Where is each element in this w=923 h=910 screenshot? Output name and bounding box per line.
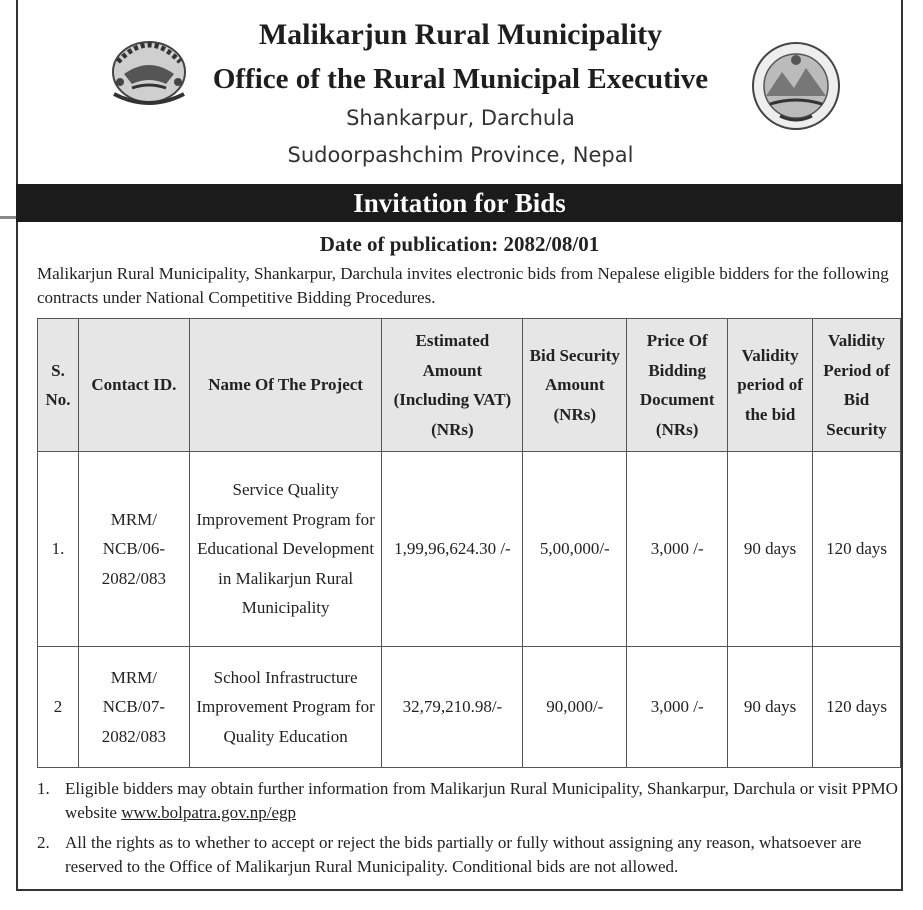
cell-estimated-amount: 32,79,210.98/- [382, 647, 523, 768]
notes-list [37, 777, 903, 885]
cell-validity-security: 120 days [813, 647, 901, 768]
table-row [38, 452, 901, 647]
bids-table [37, 318, 901, 768]
header-validity-bid: Validity period of the bid [728, 319, 813, 452]
publication-date: Date of publication: 2082/08/01 [319, 232, 600, 256]
office-subtitle: Office of the Rural Municipal Executive [212, 63, 709, 95]
address-line-1: Shankarpur, Darchula [346, 106, 575, 130]
cell-project-name: School Infrastructure Improvement Program for Quality Education [189, 647, 382, 768]
cell-document-price: 3,000 /- [627, 452, 728, 647]
cell-document-price: 3,000 /- [627, 647, 728, 768]
ppmo-website-link[interactable]: www.bolpatra.gov.np/egp [121, 803, 297, 822]
list-item [37, 831, 903, 879]
header-validity-security: Validity Period of Bid Security [813, 319, 901, 452]
cell-estimated-amount: 1,99,96,624.30 /- [382, 452, 523, 647]
note-number: 2. [37, 833, 50, 852]
list-item [37, 777, 903, 825]
note-text: All the rights as to whether to accept or reject the bids partially or fully without assigning any reason, whatsoever are reserved to the Office of Malikarjun Rural Municipality. Conditional bids are not allowed. [65, 833, 862, 876]
header-contract-id: Contact ID. [78, 319, 189, 452]
cell-validity-bid: 90 days [728, 647, 813, 768]
invitation-banner: Invitation for Bids [16, 184, 903, 222]
cell-contract-id: MRM/ NCB/06- 2082/083 [78, 452, 189, 647]
cell-sno: 2 [38, 647, 79, 768]
municipality-logo-icon [750, 40, 842, 132]
cell-contract-id: MRM/ NCB/07- 2082/083 [78, 647, 189, 768]
table-row [38, 647, 901, 768]
table-header-row [38, 319, 901, 452]
header-sno: S. No. [38, 319, 79, 452]
cell-bid-security: 5,00,000/- [523, 452, 627, 647]
note-text: Eligible bidders may obtain further information from Malikarjun Rural Municipality, Shankarpur, Darchula or visit PPMO website [65, 779, 898, 822]
header-document-price: Price Of Bidding Document (NRs) [627, 319, 728, 452]
cell-project-name: Service Quality Improvement Program for Educational Development in Malikarjun Rural Municipality [189, 452, 382, 647]
notice-header [18, 0, 903, 184]
address-line-2: Sudoorpashchim Province, Nepal [287, 143, 634, 167]
cell-validity-security: 120 days [813, 452, 901, 647]
header-estimated-amount: Estimated Amount (Including VAT) (NRs) [382, 319, 523, 452]
cell-bid-security: 90,000/- [523, 647, 627, 768]
note-number: 1. [37, 779, 50, 798]
header-bid-security: Bid Security Amount (NRs) [523, 319, 627, 452]
cell-validity-bid: 90 days [728, 452, 813, 647]
intro-paragraph: Malikarjun Rural Municipality, Shankarpur, Darchula invites electronic bids from Nepalese eligible bidders for the following contracts under National Competitive Bidding Procedures. [37, 264, 889, 307]
cell-sno: 1. [38, 452, 79, 647]
municipality-title: Malikarjun Rural Municipality [258, 18, 663, 51]
header-project-name: Name Of The Project [189, 319, 382, 452]
divider [0, 216, 16, 219]
